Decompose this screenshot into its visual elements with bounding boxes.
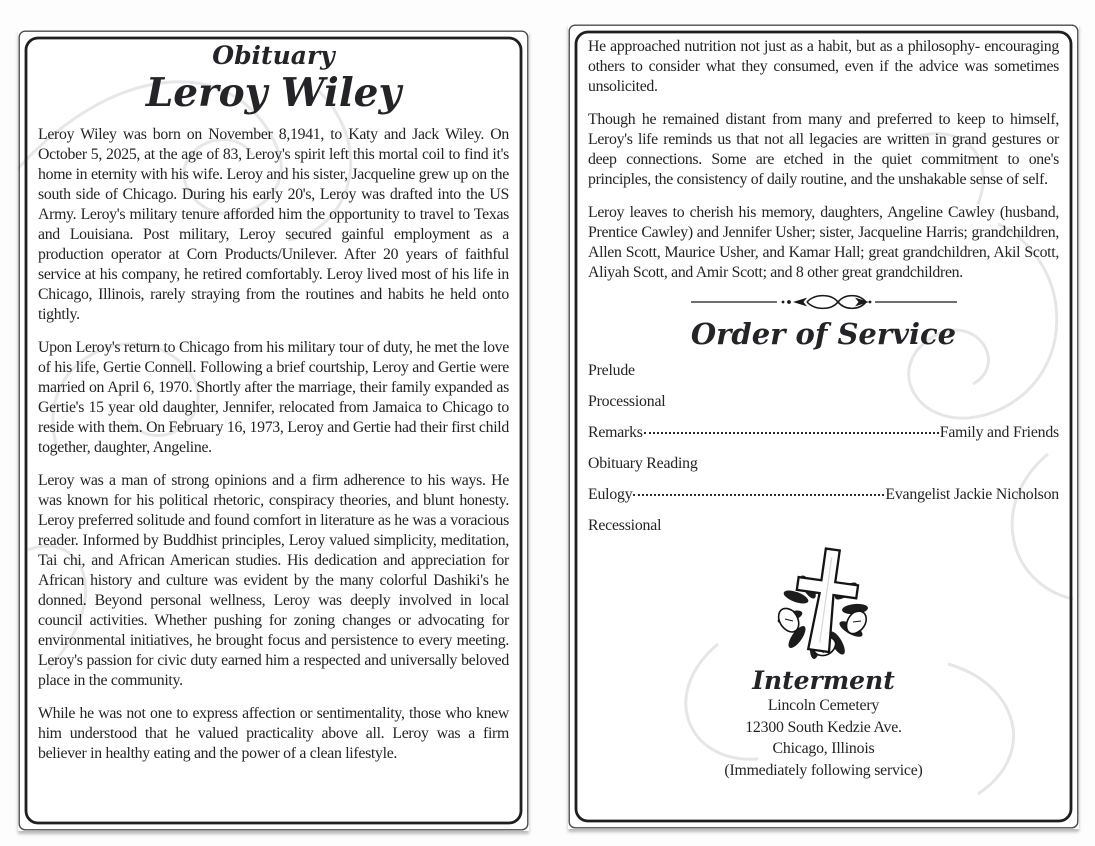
page-left-obituary: [18, 30, 529, 831]
service-item-label: Processional: [588, 393, 666, 410]
dotted-leader: [644, 432, 939, 434]
service-item-value: Family and Friends: [939, 424, 1059, 441]
interment-line: Chicago, Illinois: [772, 740, 875, 757]
obituary-paragraph: Leroy leaves to cherish his memory, daughters, Angeline Cawley (husband, Prentice Cawley) and Jennifer Usher; sister, Jacqueline Harris; grandchildren, Allen Scott, Maurice Usher, and Kamar Hall; great grandchildren, Akil Scott, Aliyah Scott, and Amir Scott; and 8 other great grandchildren.: [588, 204, 1059, 281]
service-item-label: Prelude: [588, 362, 635, 379]
service-item-value: Evangelist Jackie Nicholson: [885, 486, 1059, 503]
service-item-label: Obituary Reading: [588, 455, 698, 472]
obituary-text-continued: [588, 37, 1059, 283]
obituary-paragraph: While he was not one to express affection or sentimentality, those who knew him understood that he valued practicality above all. Leroy was a firm believer in healthy eating and the power of a clean lifestyle.: [38, 705, 509, 762]
order-of-service-item: [588, 516, 1059, 536]
interment-title: Interment: [752, 666, 895, 695]
order-of-service-item: [588, 423, 1059, 443]
obituary-paragraph: Leroy Wiley was born on November 8,1941, to Katy and Jack Wiley. On October 5, 2025, at the age of 83, Leroy's spirit left this mortal coil to find it's home in eternity with his wife. Leroy and his sister, Jacqueline grew up on the south side of Chicago. During his early 20's, Leroy was drafted into the US Army. Leroy's military tenure afforded him the opportunity to travel to Texas and Louisiana. Post military, Leroy secured gainful employment as a production operator at Corn Products/Unilever. After 20 years of faithful service at his company, he retired comfortably. Leroy lived most of his life in Chicago, Illinois, rarely straying from the routines and habits he held onto tightly.: [38, 126, 509, 323]
cross-lilies-icon: [588, 547, 1059, 665]
order-of-service-title: Order of Service: [690, 317, 957, 351]
service-item-label: Recessional: [588, 517, 662, 534]
obituary-paragraph: Though he remained distant from many and preferred to keep to himself, Leroy's life reminds us that not all legacies are written in grand gestures or deep connections. Some are etched in the quiet commitment to one's principles, the consistency of daily routine, and the unshakable sense of self.: [588, 111, 1059, 188]
dotted-leader: [633, 494, 884, 496]
page-title-obituary: Obituary: [212, 41, 335, 70]
divider-flourish-icon: [588, 291, 1059, 313]
order-of-service-item: [588, 485, 1059, 505]
obituary-paragraph: Upon Leroy's return to Chicago from his military tour of duty, he met the love of his life, Gertie Connell. Following a brief courtship, Leroy and Gertie were married on April 6, 1970. Shortly after the marriage, their family expanded as Gertie's 15 year old daughter, Jennifer, relocated from Jamaica to Chicago to reside with them. On February 16, 1973, Leroy and Gertie had their first child together, daughter, Angeline.: [38, 339, 509, 456]
order-of-service-list: [588, 361, 1059, 536]
obituary-text: [38, 125, 509, 764]
obituary-paragraph: He approached nutrition not just as a habit, but as a philosophy- encouraging others to consider what they consumed, even if the advice was sometimes unsolicited.: [588, 38, 1059, 95]
interment-details: [588, 695, 1059, 781]
order-of-service-item: [588, 454, 1059, 474]
page-right-service: [568, 24, 1079, 829]
obituary-paragraph: Leroy was a man of strong opinions and a firm adherence to his ways. He was known for his political rhetoric, conspiracy theories, and blunt honesty. Leroy preferred solitude and found comfort in literature as he was a voracious reader. Informed by Buddhist principles, Leroy valued simplicity, meditation, Tai chi, and African American studies. His dedication and appreciation for African history and culture was evident by the many colorful Dashiki's he donned. Beyond personal wellness, Leroy was deeply involved in local council activities. Whether pushing for zoning changes or advocating for environmental initiatives, he brought focus and persistence to every meeting. Leroy's passion for civic duty earned him a respected and universally beloved place in the community.: [38, 472, 509, 689]
interment-line: (Immediately following service): [724, 761, 923, 779]
order-of-service-item: [588, 392, 1059, 412]
order-of-service-item: [588, 361, 1059, 381]
interment-line: Lincoln Cemetery: [767, 697, 880, 714]
deceased-name: Leroy Wiley: [145, 70, 402, 116]
service-item-label: Eulogy: [588, 486, 633, 503]
service-item-label: Remarks: [588, 424, 643, 441]
interment-line: 12300 South Kedzie Ave.: [745, 718, 902, 736]
